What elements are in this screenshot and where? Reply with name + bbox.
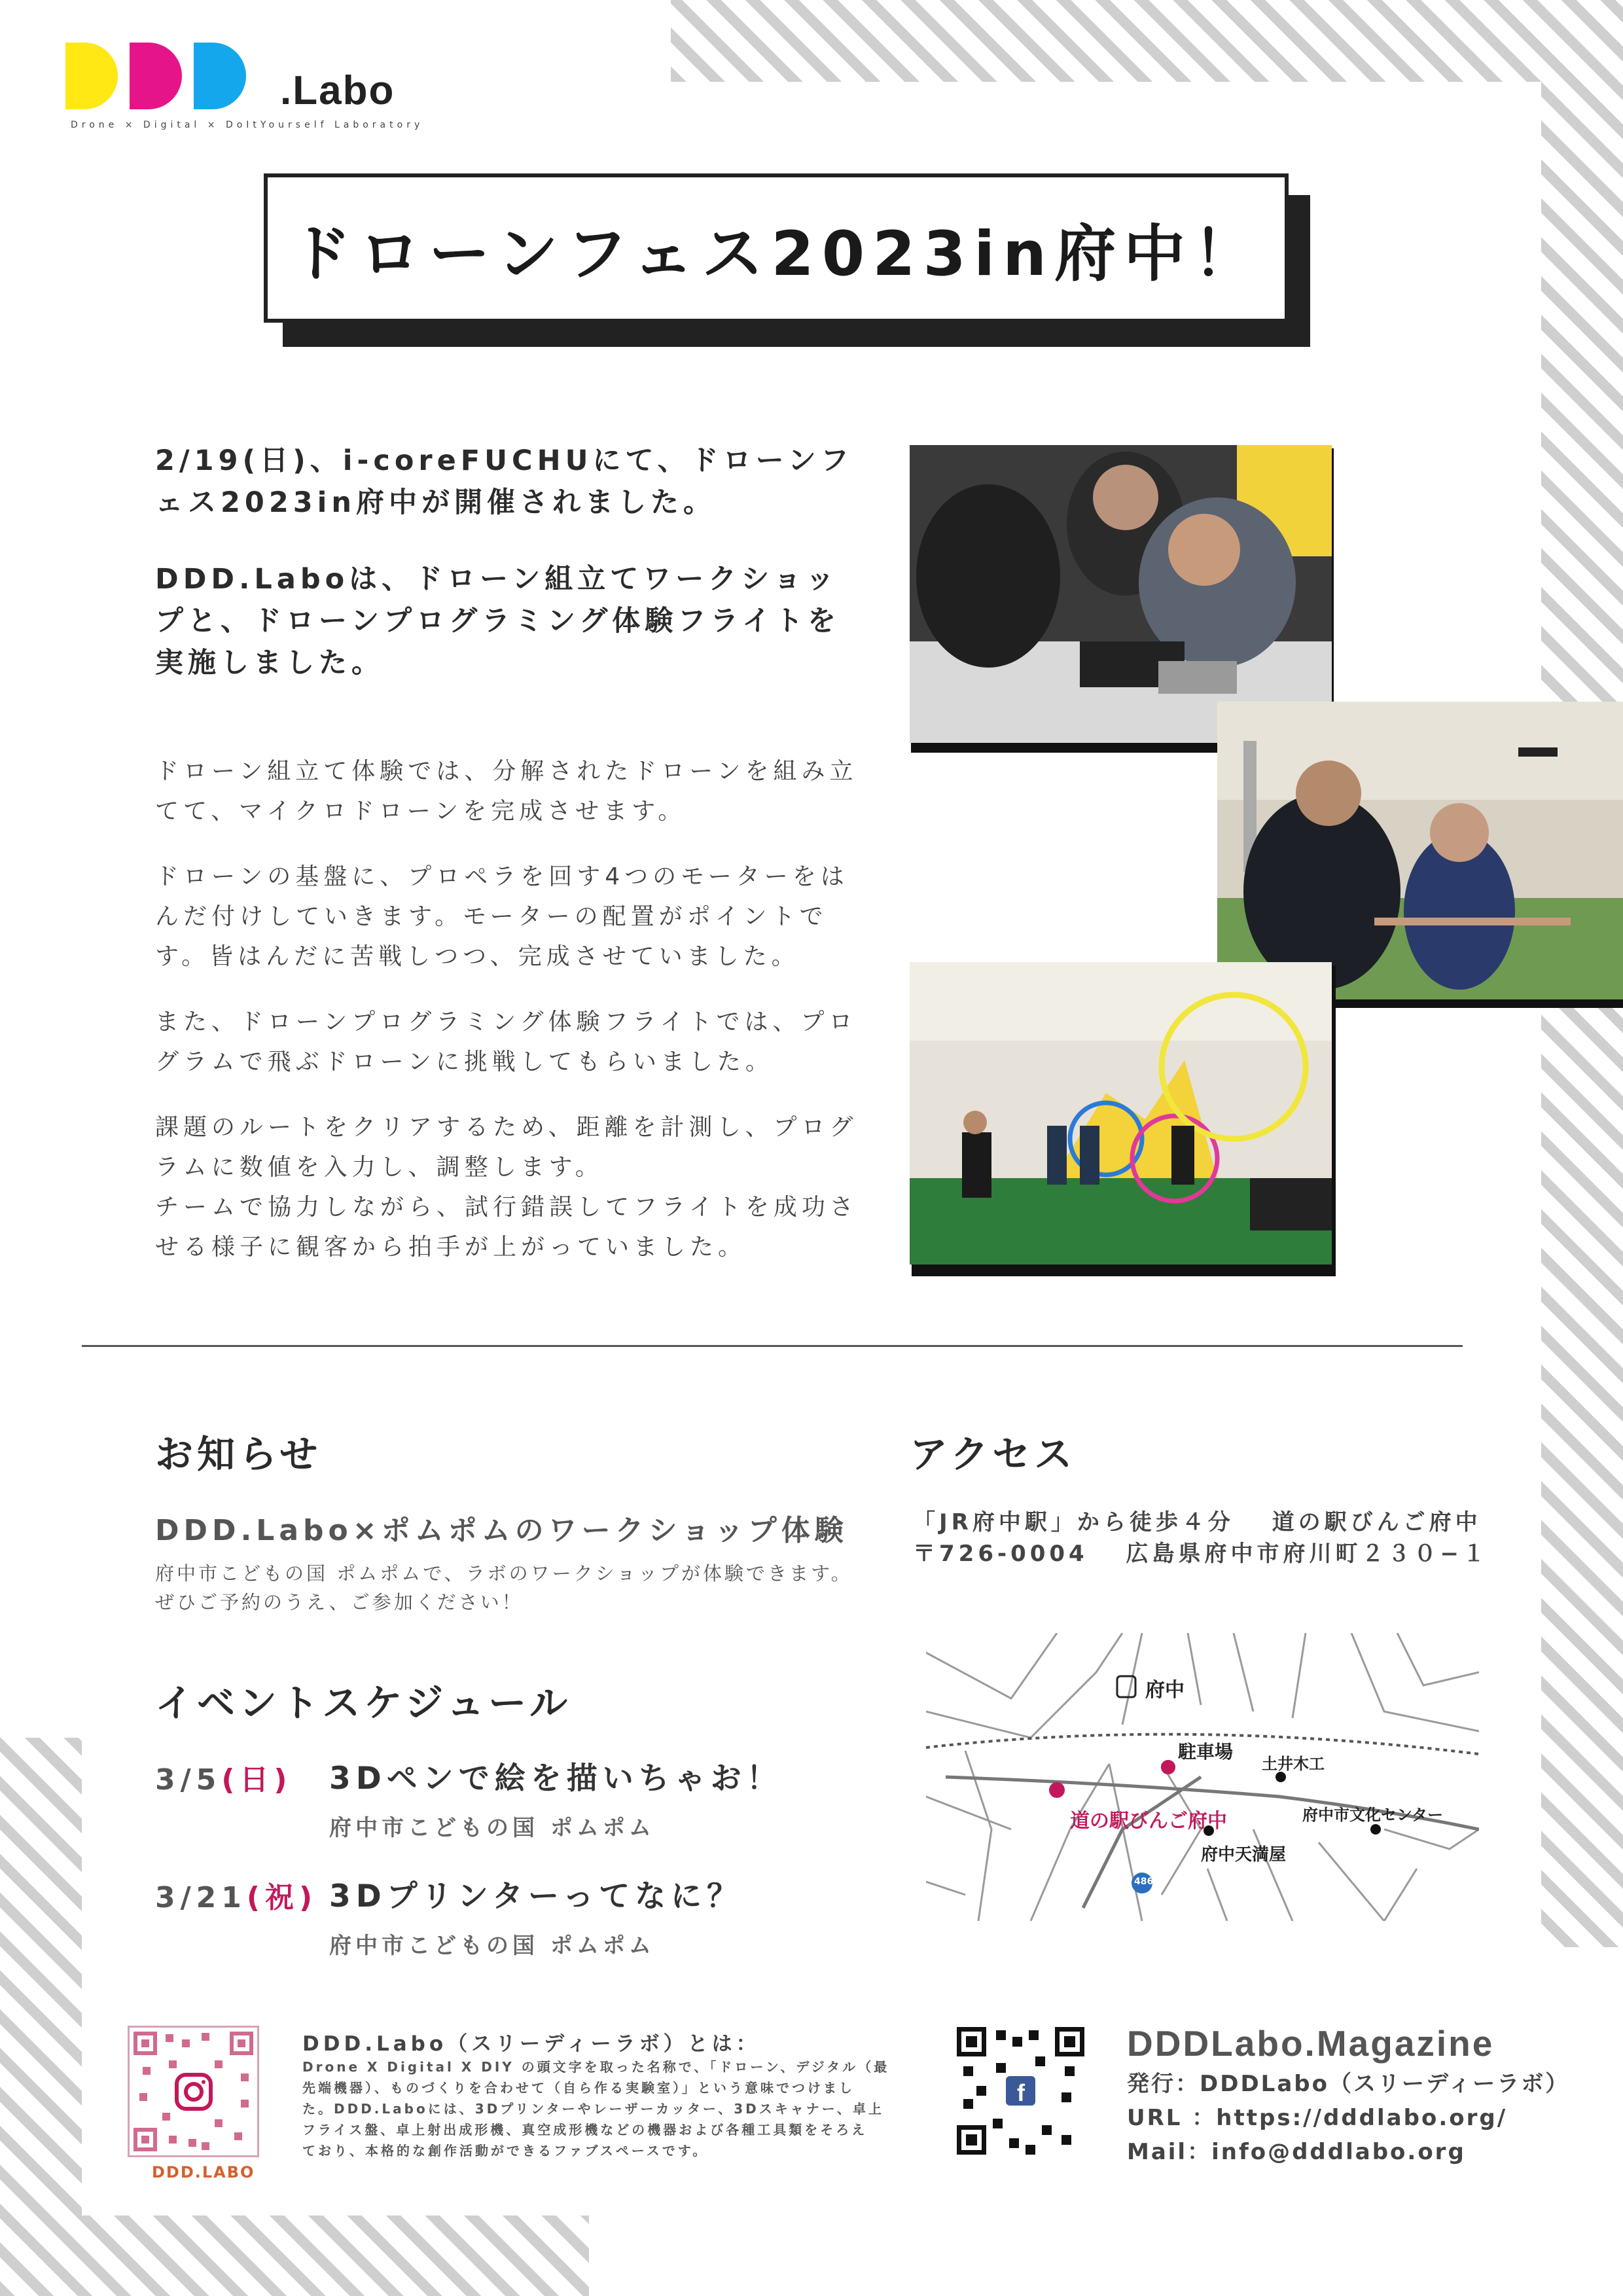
- event-1-place: 府中市こどもの国 ポムポム: [329, 1815, 655, 1841]
- photo-flight-operators: [1217, 702, 1623, 999]
- logo: [65, 43, 424, 134]
- access-line-2: 〒726-0004 広島県府中市府川町２３０−１: [913, 1541, 1489, 1567]
- map-label-station: 府中: [1145, 1679, 1185, 1702]
- magazine-publisher: 発行：DDDLabo（スリーディーラボ）: [1127, 2071, 1570, 2097]
- event-2-place: 府中市こどもの国 ポムポム: [329, 1933, 655, 1959]
- event-2-day: (祝): [246, 1881, 318, 1914]
- map-label-parking: 駐車場: [1178, 1741, 1234, 1763]
- notice-subheading: DDD.Labo×ポムポムのワークショップ体験: [155, 1514, 848, 1547]
- magazine-url[interactable]: URL ：https://dddlabo.org/: [1127, 2105, 1508, 2131]
- event-1-date-value: 3/5: [155, 1763, 222, 1797]
- about-line-1: Drone X Digital X DIY の頭文字を取った名称で、「ドローン、デジタル（最: [302, 2059, 890, 2075]
- event-2-title: 3Dプリンターってなに？: [329, 1878, 743, 1914]
- event-2-date-value: 3/21: [155, 1881, 247, 1914]
- map-label-shrine: 府中天満屋: [1201, 1845, 1287, 1865]
- facebook-qr-code[interactable]: [957, 2027, 1084, 2155]
- page-title: ドローンフェス2023in府中！: [289, 218, 1263, 290]
- about-line-3: た。DDD.Laboには、3Dプリンターやレーザーカッター、3Dスキャナー、卓上: [302, 2101, 884, 2117]
- event-2-date: [155, 1874, 317, 1916]
- event-1-day: (日): [221, 1763, 293, 1797]
- body-paragraph-2: ドローンの基盤に、プロペラを回す4つのモーターをはんだ付けしていきます。モーターの配置がポイントです。皆はんだに苦戦しつつ、完成させていました。: [155, 863, 849, 970]
- logo-labo-text: .Labo: [280, 68, 395, 113]
- magazine-title: DDDLabo.Magazine: [1127, 2023, 1495, 2064]
- about-body: [302, 2056, 904, 2161]
- about-line-5: ており、本格的な創作活動ができるファブスペースです。: [302, 2143, 709, 2159]
- notice-text-1: 府中市こどもの国 ポムポムで、ラボのワークショップが体験できます。: [155, 1562, 853, 1585]
- lead-paragraph-1: 2/19(日)、i-coreFUCHUにて、ドローンフェス2023in府中が開催されました。: [155, 444, 853, 519]
- photo-flight-course: [910, 962, 1332, 1265]
- map-label-culture-center: 府中市文化センター: [1302, 1806, 1444, 1824]
- lead-paragraph-2: DDD.Laboは、ドローン組立てワークショップと、ドローンプログラミング体験フライトを実施しました。: [155, 563, 840, 679]
- photo-workshop-soldering: [910, 445, 1332, 743]
- instagram-qr-code[interactable]: [128, 2026, 259, 2157]
- event-1-date: [155, 1756, 293, 1798]
- event-1-title: 3Dペンで絵を描いちゃお！: [329, 1761, 783, 1797]
- access-line-1: 「JR府中駅」から徒歩４分 道の駅びんご府中: [913, 1509, 1482, 1535]
- body-paragraph-3: また、ドローンプログラミング体験フライトでは、プログラムで飛ぶドローンに挑戦してもらいました。: [155, 1009, 857, 1075]
- body-text: [155, 751, 868, 1293]
- notice-text-2: ぜひご予約のうえ、ご参加ください！: [155, 1591, 524, 1613]
- logo-tagline: Drone × Digital × DoItYourself Laboratory: [71, 120, 424, 130]
- instagram-qr-label: DDD.LABO: [152, 2163, 255, 2181]
- logo-d-cyan: [194, 43, 246, 109]
- map-label-kiln: 土井木工: [1262, 1755, 1325, 1773]
- access-map: [926, 1633, 1479, 1921]
- map-label-target: 道の駅びんご府中: [1070, 1810, 1227, 1833]
- magazine-mail[interactable]: Mail：info@dddlabo.org: [1127, 2139, 1466, 2165]
- access-heading: アクセス: [910, 1432, 1077, 1477]
- lead-text: [155, 440, 862, 719]
- about-line-4: フライス盤、卓上射出成形機、真空成形機などの機器および各種工具類をそろえ: [302, 2122, 868, 2138]
- svg-text:f: f: [1017, 2079, 1025, 2106]
- body-paragraph-1: ドローン組立て体験では、分解されたドローンを組み立てて、マイクロドローンを完成させます。: [155, 758, 858, 825]
- about-line-2: 先端機器）、ものづくりを合わせて（自ら作る実験室）」という意味でつけまし: [302, 2080, 855, 2096]
- body-paragraph-4b: チームで協力しながら、試行錯誤してフライトを成功させる様子に観客から拍手が上がっていました。: [155, 1194, 858, 1261]
- body-paragraph-4a: 課題のルートをクリアするため、距離を計測し、プログラムに数値を入力し、調整します。: [155, 1114, 858, 1181]
- title-box: [264, 173, 1289, 323]
- logo-d-magenta: [130, 43, 182, 109]
- about-title: DDD.Labo（スリーディーラボ）とは：: [302, 2032, 760, 2056]
- logo-d-yellow: [65, 43, 118, 109]
- map-route-number: 486: [1134, 1876, 1154, 1887]
- schedule-heading: イベントスケジュール: [155, 1681, 571, 1725]
- notice-heading: お知らせ: [155, 1432, 322, 1477]
- section-divider: [82, 1345, 1463, 1347]
